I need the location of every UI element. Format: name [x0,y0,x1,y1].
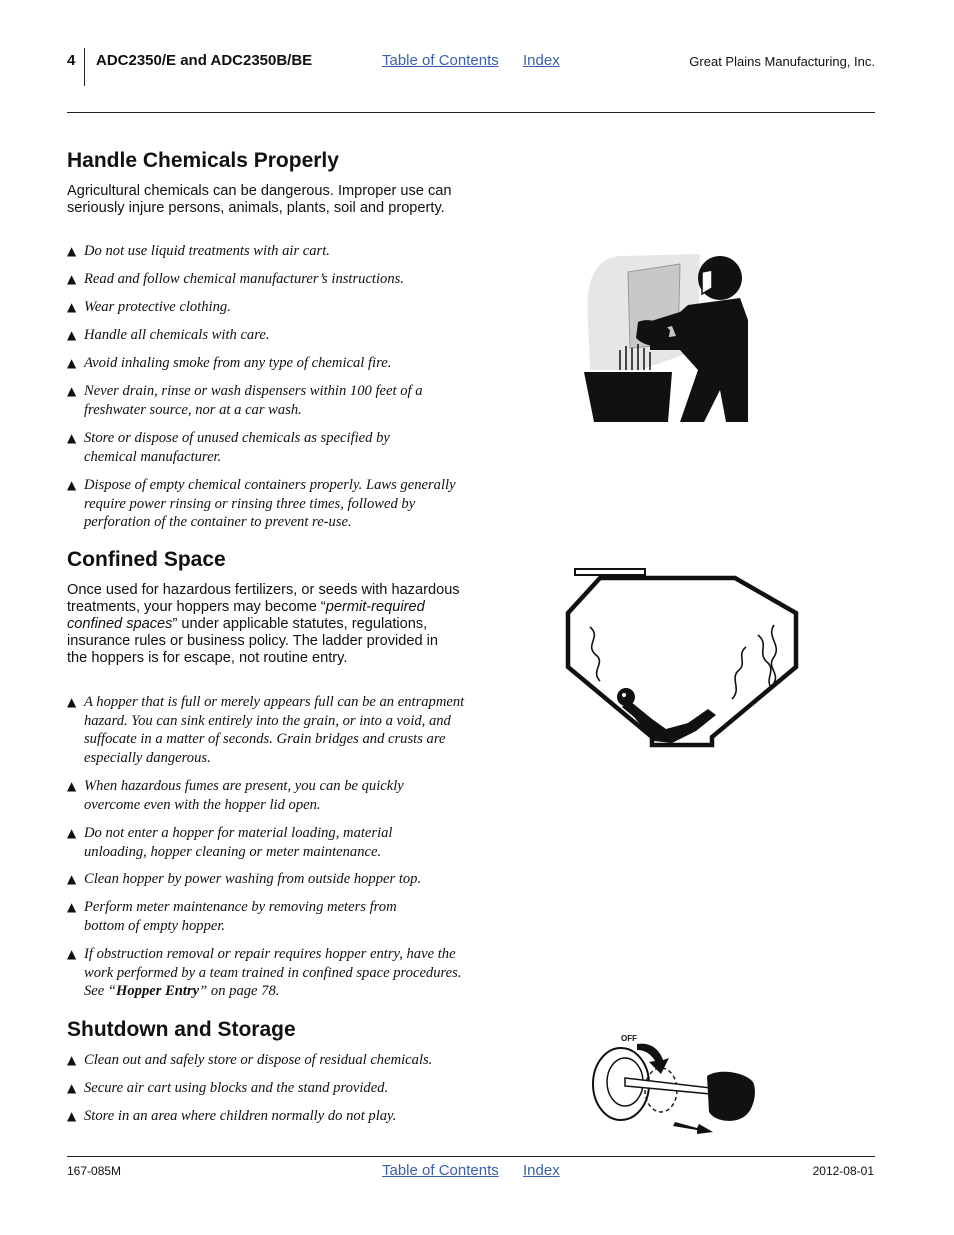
part-number: 167-085M [67,1164,122,1178]
chemicals-intro: Agricultural chemicals can be dangerous. Improper use can seriously injure persons, animals, plants, soil and property. [67,183,452,216]
footer-rule [67,1156,875,1157]
footer-index-link[interactable]: Index [523,1162,560,1179]
section-heading-confined-space: Confined Space [67,548,226,571]
list-item: ▲ Secure air cart using blocks and the stand provided. [67,1080,389,1096]
warning-triangle-icon: ▲ [67,695,77,709]
ignition-key-illustration [585,1028,760,1136]
warning-triangle-icon: ▲ [67,1109,77,1123]
list-item: ▲ Clean out and safely store or dispose of residual chemicals. [67,1052,433,1068]
list-item: ▲ Never drain, rinse or wash dispensers within 100 feet of a freshwater source, nor at a car wash. [67,383,423,418]
list-item: ▲ Read and follow chemical manufacturer’s instructions. [67,271,404,287]
list-item: ▲ When hazardous fumes are present, you can be quickly overcome even with the hopper lid open. [67,778,404,813]
list-item: ▲ Perform meter maintenance by removing meters from bottom of empty hopper. [67,899,397,934]
warning-triangle-icon: ▲ [67,356,77,370]
warning-triangle-icon: ▲ [67,328,77,342]
list-item: ▲ Do not use liquid treatments with air cart. [67,243,330,259]
warning-triangle-icon: ▲ [67,431,77,445]
document-title: ADC2350/E and ADC2350B/BE [96,52,313,69]
confined-space-intro: Once used for hazardous fertilizers, or seeds with hazardous treatments, your hoppers may become “permit-required confined spaces” under applicable statutes, regulations, insurance rules or business policy. The ladder provided in the hoppers is for escape, not routine entry. [67,582,460,666]
warning-triangle-icon: ▲ [67,478,77,492]
company-name: Great Plains Manufacturing, Inc. [689,54,875,69]
header-rule [67,112,875,113]
warning-triangle-icon: ▲ [67,900,77,914]
list-item: ▲ A hopper that is full or merely appears full can be an entrapment hazard. You can sink entirely into the grain, or into a void, and suffocate in a matter of seconds. Grain bridges and crusts are especially dangerous. [67,694,465,767]
warning-triangle-icon: ▲ [67,826,77,840]
header-toc-link[interactable]: Table of Contents [382,52,499,69]
footer-toc-link[interactable]: Table of Contents [382,1162,499,1179]
hopper-entrapment-illustration [560,565,805,755]
list-item: ▲ Handle all chemicals with care. [67,327,270,343]
page-number: 4 [67,52,76,69]
warning-triangle-icon: ▲ [67,872,77,886]
section-heading-chemicals: Handle Chemicals Properly [67,149,339,172]
list-item: ▲ Store or dispose of unused chemicals as specified by chemical manufacturer. [67,430,390,465]
list-item: ▲ Clean hopper by power washing from outside hopper top. [67,871,422,887]
header-divider [84,48,85,86]
off-label: OFF [621,1034,637,1043]
warning-triangle-icon: ▲ [67,244,77,258]
section-heading-shutdown: Shutdown and Storage [67,1018,296,1041]
chemical-handler-illustration [580,250,755,425]
header-index-link[interactable]: Index [523,52,560,69]
warning-triangle-icon: ▲ [67,1053,77,1067]
warning-triangle-icon: ▲ [67,272,77,286]
list-item: ▲ If obstruction removal or repair requires hopper entry, have the work performed by a team trained in confined space procedures. See “Hopper Entry” on page 78. [67,946,462,1000]
list-item: ▲ Avoid inhaling smoke from any type of chemical fire. [67,355,392,371]
revision-date: 2012-08-01 [812,1164,874,1178]
warning-triangle-icon: ▲ [67,1081,77,1095]
warning-triangle-icon: ▲ [67,300,77,314]
list-item: ▲ Do not enter a hopper for material loading, material unloading, hopper cleaning or meter maintenance. [67,825,393,860]
list-item: ▲ Dispose of empty chemical containers properly. Laws generally require power rinsing or rinsing three times, followed by perforation of the container to prevent re-use. [67,477,456,531]
warning-triangle-icon: ▲ [67,779,77,793]
warning-triangle-icon: ▲ [67,947,77,961]
list-item: ▲ Store in an area where children normally do not play. [67,1108,397,1124]
list-item: ▲ Wear protective clothing. [67,299,231,315]
warning-triangle-icon: ▲ [67,384,77,398]
